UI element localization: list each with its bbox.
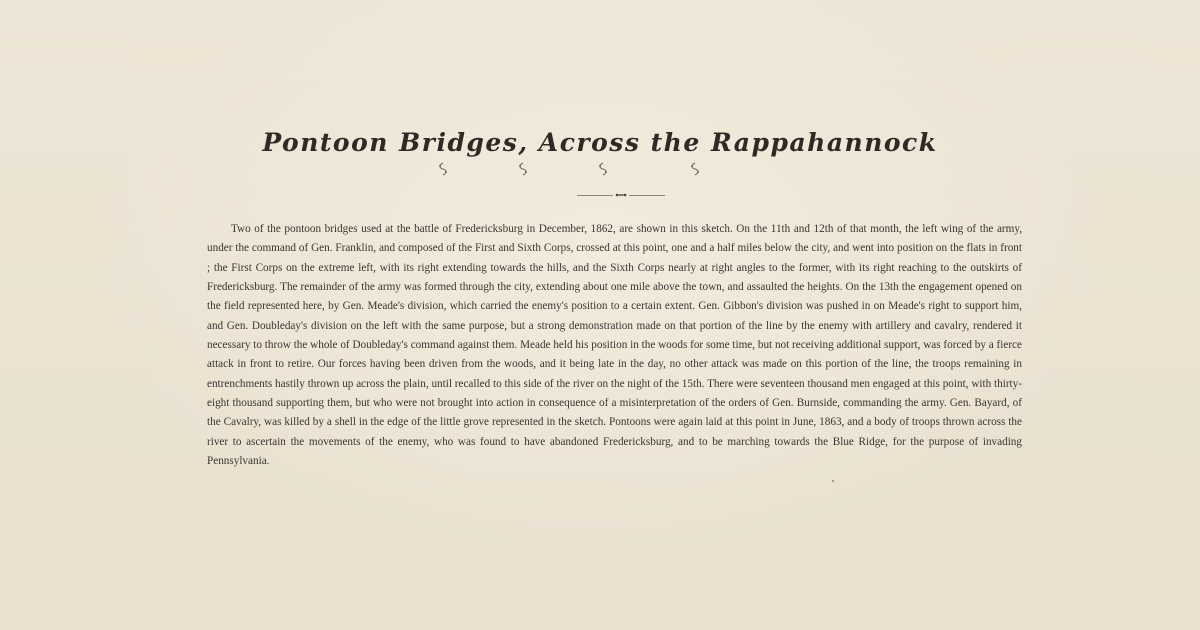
title-divider — [577, 193, 665, 197]
divider-ornament-icon — [615, 193, 627, 197]
flourish-ornament-icon — [688, 162, 702, 176]
body-paragraph: Two of the pontoon bridges used at the battle of Fredericksburg in December, 1862, are shown in this sketch. On the 11th and 12th of that month, the left wing of the army, under the command of Gen. Franklin, and composed of the First and Sixth Corps, crossed at this point, one and a half miles below the city, and went into position on the flats in front ; the First Corps on the extreme left, with its right extending towards the hills, and the Sixth Corps nearly at right angles to the former, with its right reaching to the outskirts of Fredericksburg. The remainder of the army was formed through the city, extending about one mile above the town, and assaulted the heights. On the 13th the engagement opened on the field represented here, by Gen. Meade's division, which carried the enemy's position to a certain extent. Gen. Gibbon's division was pushed in on Meade's right to support him, and Gen. Doubleday's division on the left with the same purpose, but a strong demonstration made on that portion of the line by the enemy with artillery and cavalry, rendered it necessary to throw the whole of Doubleday's command against them. Meade held his position in the woods for some time, but not receiving additional support, was forced by a fierce attack in front to retire. Our forces having been driven from the woods, and it being late in the day, no other attack was made on this portion of the line, the troops remaining in entrenchments hastily thrown up across the plain, until recalled to this side of the river on the night of the 15th. There were seventeen thousand men engaged at this point, with thirty-eight thousand supporting them, but who were not brought into action in consequence of a misinterpretation of the orders of Gen. Burnside, commanding the army. Gen. Bayard, of the Cavalry, was killed by a shell in the edge of the little grove represented in the sketch. Pontoons were again laid at this point in June, 1863, and a body of troops thrown across the river to ascertain the movements of the enemy, who was found to have abandoned Fredericksburg, and to be marching towards the Blue Ridge, for the purpose of invading Pennsylvania. — [207, 223, 1022, 468]
paper-speck — [832, 480, 834, 482]
flourish-ornament-icon — [436, 162, 450, 176]
page-title: Pontoon Bridges, Across the Rappahannock — [262, 128, 938, 157]
divider-line-right — [629, 195, 665, 196]
flourish-ornament-icon — [516, 162, 530, 176]
title-flourishes — [0, 162, 1200, 178]
divider-line-left — [577, 195, 613, 196]
flourish-ornament-icon — [596, 162, 610, 176]
